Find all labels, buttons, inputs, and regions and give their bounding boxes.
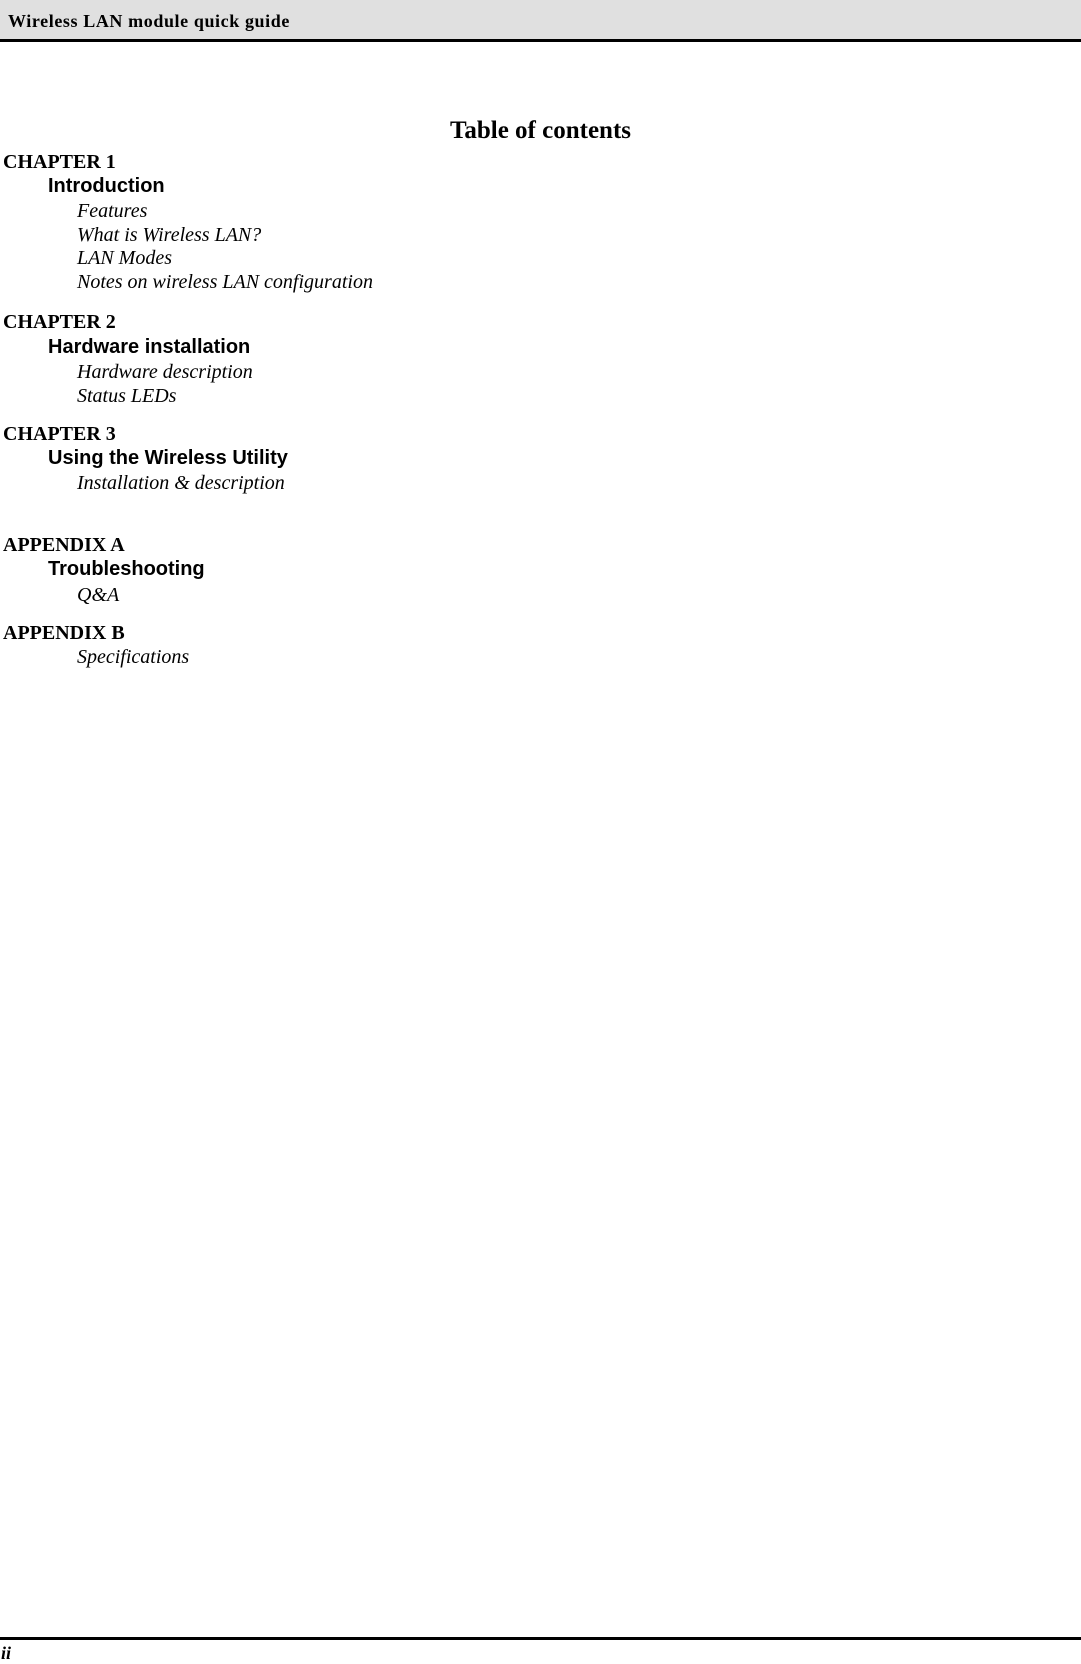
chapter-1-label: CHAPTER 1 — [3, 151, 116, 173]
running-header — [0, 0, 1081, 42]
toc-topic-features: Features — [77, 200, 148, 222]
chapter-3-title: Using the Wireless Utility — [48, 447, 288, 469]
chapter-3-label: CHAPTER 3 — [3, 423, 116, 445]
appendix-a-label: APPENDIX A — [3, 534, 125, 556]
toc-topic-status-leds: Status LEDs — [77, 385, 177, 407]
chapter-2-title: Hardware installation — [48, 336, 251, 358]
toc-topic-lan-modes: LAN Modes — [77, 247, 172, 269]
page-number: ii — [1, 1643, 12, 1663]
document-title: Wireless LAN module quick guide — [8, 11, 290, 31]
toc-topic-what-is-wireless-lan: What is Wireless LAN? — [77, 224, 262, 246]
chapter-1-title: Introduction — [48, 175, 165, 197]
toc-topic-specifications: Specifications — [77, 646, 190, 668]
toc-topic-hardware-description: Hardware description — [77, 361, 253, 383]
toc-heading: Table of contents — [449, 117, 632, 144]
chapter-2-label: CHAPTER 2 — [3, 311, 116, 333]
footer-rule — [0, 1637, 1081, 1640]
toc-topic-installation-description: Installation & description — [77, 472, 285, 494]
appendix-a-title: Troubleshooting — [48, 558, 205, 580]
toc-topic-notes-on-configuration: Notes on wireless LAN configuration — [77, 271, 373, 293]
toc-topic-qa: Q&A — [77, 584, 120, 606]
appendix-b-label: APPENDIX B — [3, 622, 125, 644]
